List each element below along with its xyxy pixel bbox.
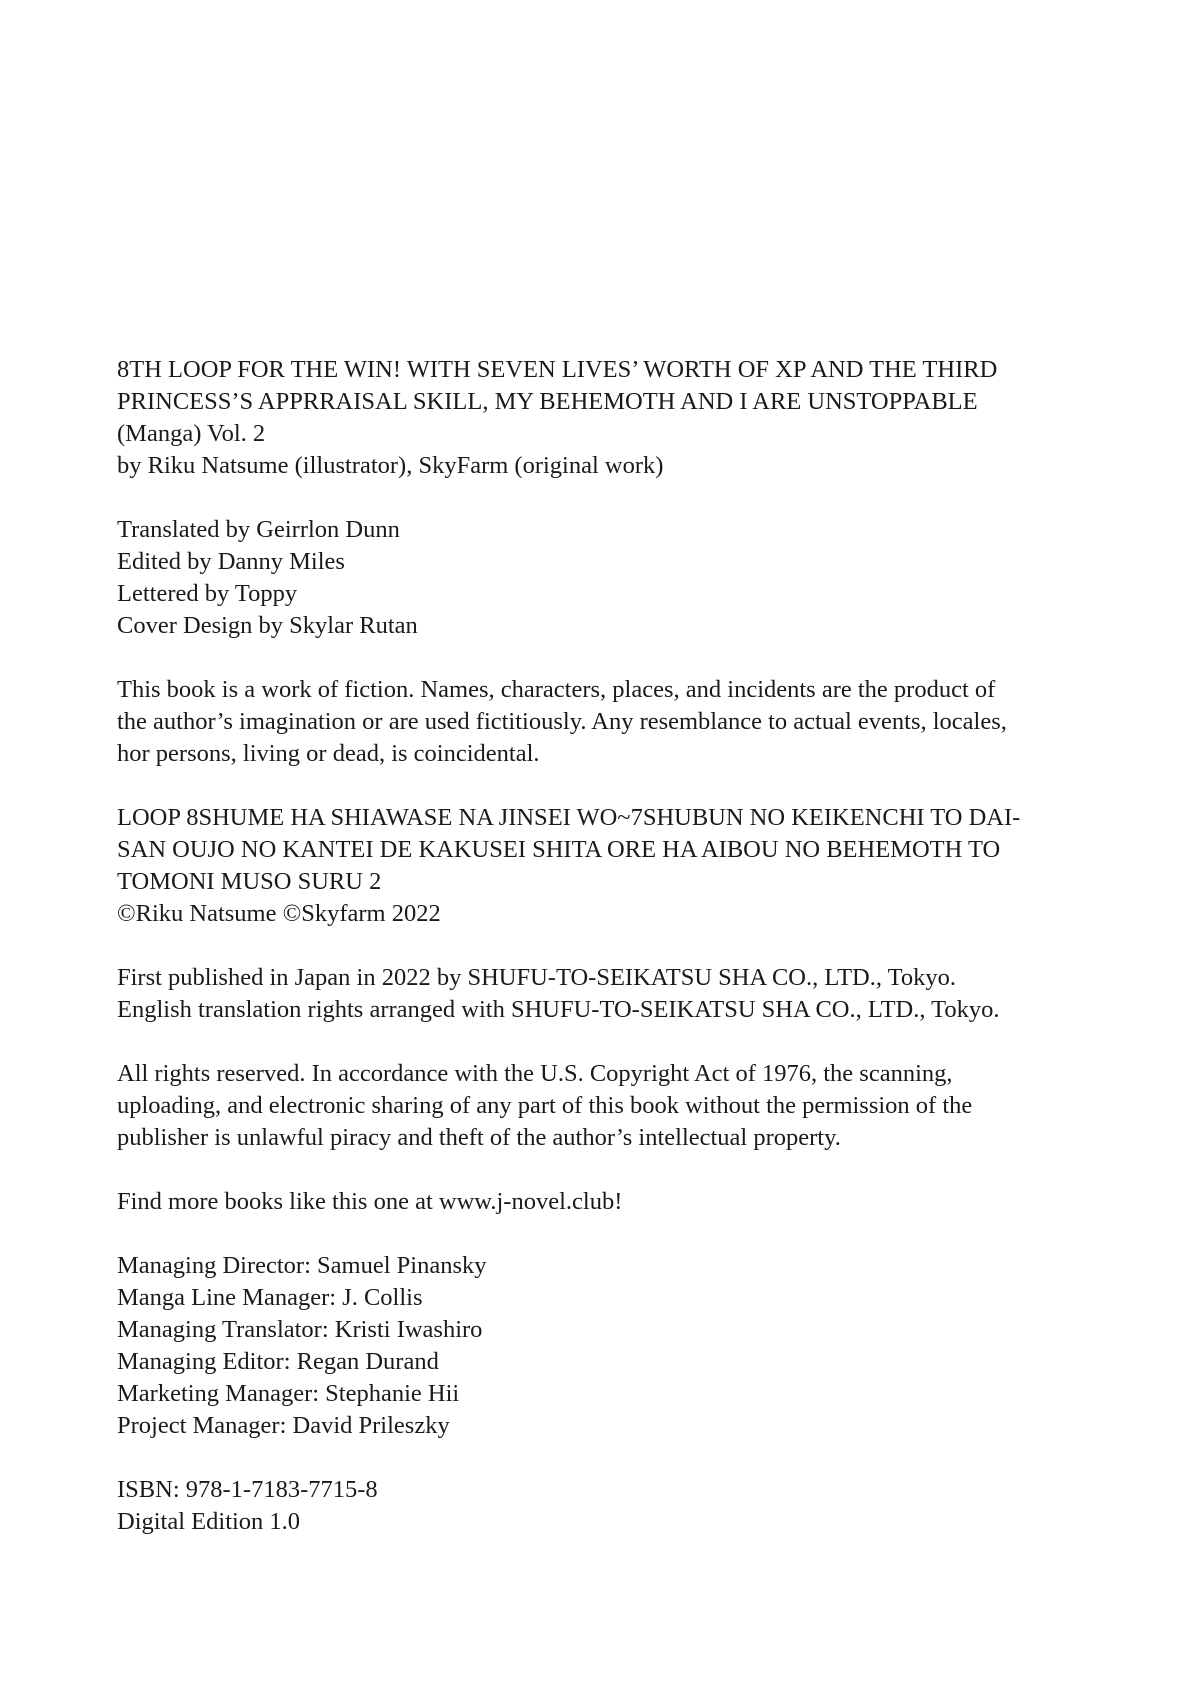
translation-rights-line: English translation rights arranged with SHUFU-TO-SEIKATSU SHA CO., LTD., Tokyo. bbox=[117, 996, 1000, 1023]
fiction-notice bbox=[117, 674, 1117, 770]
editor-credit: Edited by Danny Miles bbox=[117, 548, 345, 575]
translator-credit: Translated by Geirrlon Dunn bbox=[117, 516, 400, 543]
copyright-page bbox=[117, 354, 1117, 1538]
credits-block bbox=[117, 514, 1117, 642]
original-title-line: SAN OUJO NO KANTEI DE KAKUSEI SHITA ORE HA AIBOU NO BEHEMOTH TO bbox=[117, 836, 1001, 863]
isbn-line: ISBN: 978-1-7183-7715-8 bbox=[117, 1476, 378, 1503]
title-block bbox=[117, 354, 1117, 482]
staff-marketing-manager: Marketing Manager: Stephanie Hii bbox=[117, 1380, 460, 1407]
staff-managing-director: Managing Director: Samuel Pinansky bbox=[117, 1252, 487, 1279]
website-line: Find more books like this one at www.j-novel.club! bbox=[117, 1188, 623, 1215]
staff-block bbox=[117, 1250, 1117, 1442]
original-title-line: TOMONI MUSO SURU 2 bbox=[117, 868, 382, 895]
rights-line: uploading, and electronic sharing of any part of this book without the permission of the bbox=[117, 1092, 973, 1119]
fiction-notice-line: This book is a work of fiction. Names, characters, places, and incidents are the product of bbox=[117, 676, 996, 703]
original-title-line: LOOP 8SHUME HA SHIAWASE NA JINSEI WO~7SHUBUN NO KEIKENCHI TO DAI- bbox=[117, 804, 1021, 831]
original-title-block bbox=[117, 802, 1117, 930]
cover-design-credit: Cover Design by Skylar Rutan bbox=[117, 612, 418, 639]
rights-line: All rights reserved. In accordance with the U.S. Copyright Act of 1976, the scanning, bbox=[117, 1060, 953, 1087]
copyright-line: ©Riku Natsume ©Skyfarm 2022 bbox=[117, 900, 441, 927]
staff-managing-editor: Managing Editor: Regan Durand bbox=[117, 1348, 439, 1375]
website-block bbox=[117, 1186, 1117, 1218]
edition-line: Digital Edition 1.0 bbox=[117, 1508, 301, 1535]
publication-block bbox=[117, 962, 1117, 1026]
first-published-line: First published in Japan in 2022 by SHUFU-TO-SEIKATSU SHA CO., LTD., Tokyo. bbox=[117, 964, 957, 991]
fiction-notice-line: hor persons, living or dead, is coincidental. bbox=[117, 740, 540, 767]
title-line: 8TH LOOP FOR THE WIN! WITH SEVEN LIVES’ WORTH OF XP AND THE THIRD bbox=[117, 356, 998, 383]
rights-block bbox=[117, 1058, 1117, 1154]
edition-block bbox=[117, 1474, 1117, 1538]
title-line: PRINCESS’S APPRRAISAL SKILL, MY BEHEMOTH AND I ARE UNSTOPPABLE bbox=[117, 388, 978, 415]
volume-line: (Manga) Vol. 2 bbox=[117, 420, 266, 447]
author-line: by Riku Natsume (illustrator), SkyFarm (original work) bbox=[117, 452, 664, 479]
rights-line: publisher is unlawful piracy and theft of the author’s intellectual property. bbox=[117, 1124, 841, 1151]
staff-manga-line-manager: Manga Line Manager: J. Collis bbox=[117, 1284, 423, 1311]
staff-project-manager: Project Manager: David Prileszky bbox=[117, 1412, 450, 1439]
fiction-notice-line: the author’s imagination or are used fictitiously. Any resemblance to actual events, locales, bbox=[117, 708, 1007, 735]
staff-managing-translator: Managing Translator: Kristi Iwashiro bbox=[117, 1316, 483, 1343]
letterer-credit: Lettered by Toppy bbox=[117, 580, 298, 607]
